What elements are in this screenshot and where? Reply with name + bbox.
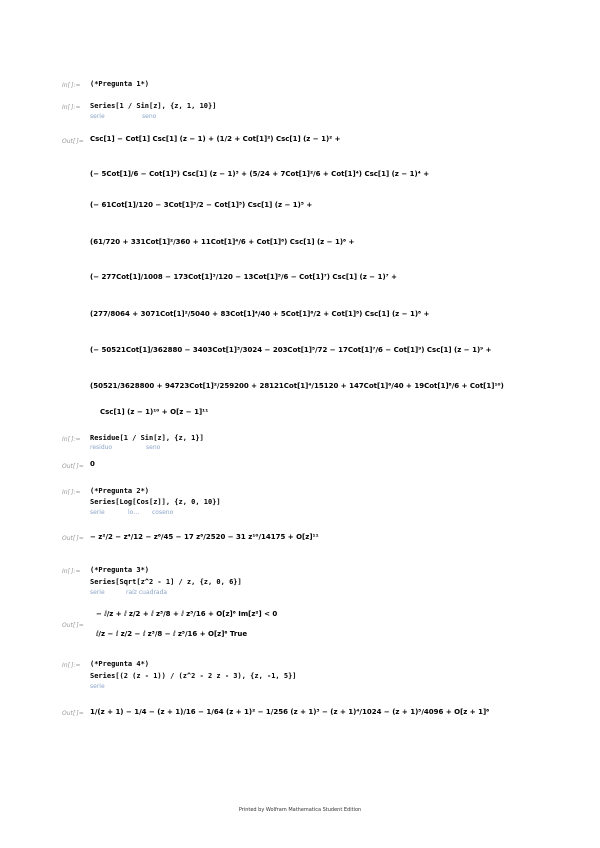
output-line: 1/(z + 1) − 1/4 − (z + 1)/16 − 1/64 (z + 1)² − 1/256 (z + 1)³ − (z + 1)⁴/1024 − (z + 1)⁵/4096 + O[z + 1]⁶	[90, 708, 490, 716]
output-piece: − ⅈ/z + ⅈ z/2 + ⅈ z³/8 + ⅈ z⁵/16 + O[z]⁶ Im[z²] < 0	[96, 610, 278, 618]
hint-serie[interactable]: serie	[90, 589, 105, 596]
hint-raiz[interactable]: raíz cuadrada	[126, 589, 168, 596]
out-label: Out[ ]=	[62, 535, 84, 542]
output-line: − z²/2 − z⁴/12 − z⁶/45 − 17 z⁸/2520 − 31 z¹⁰/14175 + O[z]¹¹	[90, 533, 319, 541]
out-label: Out[ ]=	[62, 622, 84, 629]
output-line: (− 277Cot[1]/1008 − 173Cot[1]³/120 − 13Cot[1]⁵/6 − Cot[1]⁷) Csc[1] (z − 1)⁷ +	[90, 273, 398, 281]
output-line: (61/720 + 331Cot[1]²/360 + 11Cot[1]⁴/6 + Cot[1]⁶) Csc[1] (z − 1)⁶ +	[90, 238, 355, 246]
output-line: (− 5Cot[1]/6 − Cot[1]³) Csc[1] (z − 1)³ + (5/24 + 7Cot[1]²/6 + Cot[1]⁴) Csc[1] (z − 1)⁴ +	[90, 170, 430, 178]
output-piece: ⅈ/z − ⅈ z/2 − ⅈ z³/8 − ⅈ z⁵/16 + O[z]⁶ True	[96, 630, 248, 638]
output-line: (− 61Cot[1]/120 − 3Cot[1]³/2 − Cot[1]⁵) Csc[1] (z − 1)⁵ +	[90, 201, 313, 209]
output-line: 0	[90, 460, 95, 468]
hint-seno[interactable]: seno	[142, 113, 157, 120]
hint-seno[interactable]: seno	[146, 444, 161, 451]
input-cell[interactable]: (*Pregunta 4*)	[90, 660, 150, 668]
in-label: In[ ]:=	[62, 104, 81, 111]
input-cell[interactable]: (*Pregunta 1*)	[90, 80, 150, 88]
output-line: (− 50521Cot[1]/362880 − 3403Cot[1]³/3024 − 203Cot[1]⁵/72 − 17Cot[1]⁷/6 − Cot[1]⁹) Csc[1] (z − 1)⁹ +	[90, 346, 492, 354]
footer-note: Printed by Wolfram Mathematica Student Edition	[238, 807, 362, 813]
in-label: In[ ]:=	[62, 662, 81, 669]
input-cell[interactable]: (*Pregunta 2*)	[90, 487, 150, 495]
hint-serie[interactable]: serie	[90, 683, 105, 690]
output-line: (50521/3628800 + 94723Cot[1]²/259200 + 28121Cot[1]⁴/15120 + 147Cot[1]⁶/40 + 19Cot[1]⁸/6 + Cot[1]¹⁰)	[90, 382, 504, 390]
hint-lo[interactable]: lo…	[128, 509, 140, 516]
in-label: In[ ]:=	[62, 82, 81, 89]
out-label: Out[ ]=	[62, 463, 84, 470]
hint-coseno[interactable]: coseno	[152, 509, 174, 516]
in-label: In[ ]:=	[62, 568, 81, 575]
input-cell[interactable]: Series[Sqrt[z^2 - 1] / z, {z, 0, 6}]	[90, 578, 242, 586]
input-cell[interactable]: Series[Log[Cos[z]], {z, 0, 10}]	[90, 498, 221, 506]
input-cell[interactable]: Series[(2 (z - 1)) / (z^2 - 2 z - 3), {z, -1, 5}]	[90, 672, 297, 680]
out-label: Out[ ]=	[62, 138, 84, 145]
input-cell[interactable]: Series[1 / Sin[z], {z, 1, 10}]	[90, 102, 217, 110]
output-line: Csc[1] − Cot[1] Csc[1] (z − 1) + (1/2 + Cot[1]²) Csc[1] (z − 1)² +	[90, 135, 341, 143]
in-label: In[ ]:=	[62, 436, 81, 443]
output-line: Csc[1] (z − 1)¹⁰ + O[z − 1]¹¹	[100, 408, 209, 416]
in-label: In[ ]:=	[62, 489, 81, 496]
input-cell[interactable]: (*Pregunta 3*)	[90, 566, 150, 574]
out-label: Out[ ]=	[62, 710, 84, 717]
output-line: (277/8064 + 3071Cot[1]²/5040 + 83Cot[1]⁴/40 + 5Cot[1]⁶/2 + Cot[1]⁸) Csc[1] (z − 1)⁸ +	[90, 310, 430, 318]
hint-residuo[interactable]: residuo	[90, 444, 113, 451]
input-cell[interactable]: Residue[1 / Sin[z], {z, 1}]	[90, 434, 204, 442]
hint-serie[interactable]: serie	[90, 113, 105, 120]
hint-serie[interactable]: serie	[90, 509, 105, 516]
